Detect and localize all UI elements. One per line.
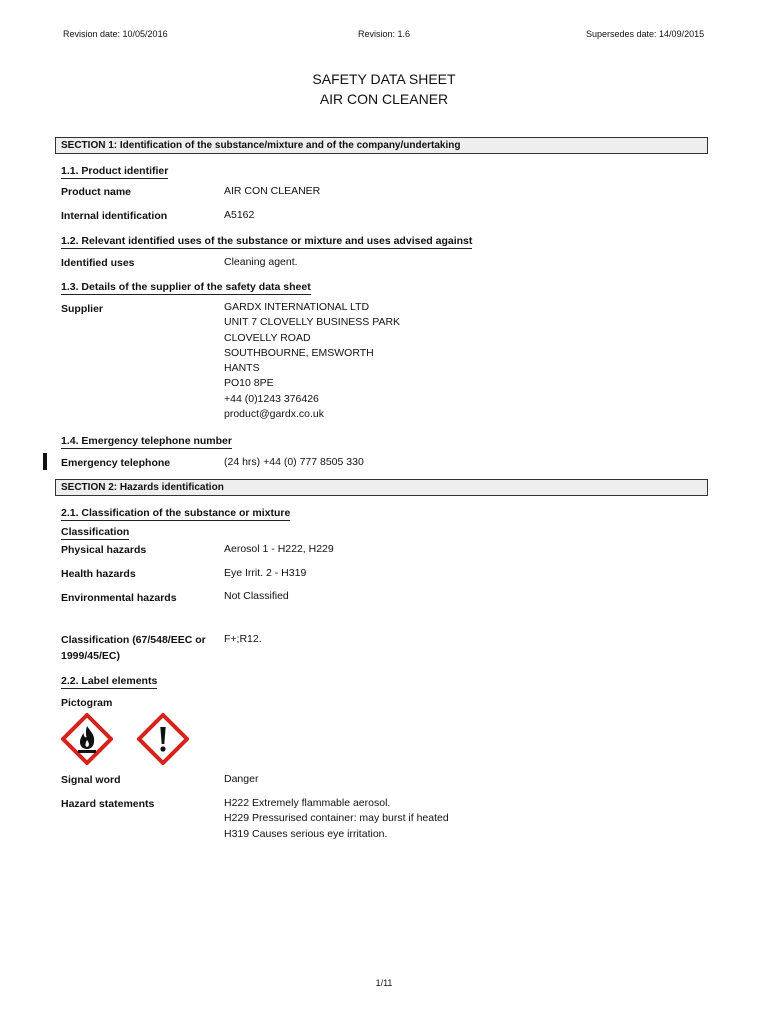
section-1-heading: SECTION 1: Identification of the substance/mixture and of the company/undertaking bbox=[55, 137, 708, 154]
supersedes-date: Supersedes date: 14/09/2015 bbox=[586, 29, 705, 39]
supplier-line: CLOVELLY ROAD bbox=[224, 331, 311, 344]
signal-word-value: Danger bbox=[224, 773, 259, 785]
supplier-line: SOUTHBOURNE, EMSWORTH bbox=[224, 346, 374, 359]
supplier-line: PO10 8PE bbox=[224, 377, 274, 390]
physical-hazards-value: Aerosol 1 - H222, H229 bbox=[224, 543, 334, 555]
environmental-hazards-value: Not Classified bbox=[224, 590, 289, 602]
internal-id-label: Internal identification bbox=[61, 210, 168, 222]
emergency-telephone-label: Emergency telephone bbox=[61, 457, 171, 469]
environmental-hazards-label: Environmental hazards bbox=[61, 592, 177, 604]
supplier-label: Supplier bbox=[61, 303, 104, 315]
subsection-1-1-heading: 1.1. Product identifier bbox=[61, 165, 169, 177]
physical-hazards-label: Physical hazards bbox=[61, 544, 147, 556]
supplier-line: product@gardx.co.uk bbox=[224, 408, 324, 421]
supplier-line: HANTS bbox=[224, 362, 260, 375]
subsection-2-1-heading: 2.1. Classification of the substance or mixture bbox=[61, 507, 291, 519]
exclamation-mark-icon bbox=[137, 713, 189, 765]
product-name-label: Product name bbox=[61, 186, 132, 198]
product-name-value: AIR CON CLEANER bbox=[224, 185, 321, 197]
revision-date: Revision date: 10/05/2016 bbox=[63, 29, 168, 39]
supplier-line: UNIT 7 CLOVELLY BUSINESS PARK bbox=[224, 316, 401, 329]
supplier-address bbox=[224, 300, 400, 422]
health-hazards-value: Eye Irrit. 2 - H319 bbox=[224, 567, 307, 579]
old-classification-label-line1: Classification (67/548/EEC or bbox=[61, 634, 206, 646]
identified-uses-value: Cleaning agent. bbox=[224, 256, 298, 268]
hazard-statement: H229 Pressurised container: may burst if heated bbox=[224, 812, 449, 825]
hazard-statement: H222 Extremely flammable aerosol. bbox=[224, 797, 391, 809]
page-number: 1/11 bbox=[375, 978, 393, 988]
flame-icon bbox=[61, 713, 113, 765]
hazard-statements-list bbox=[224, 796, 449, 842]
health-hazards-label: Health hazards bbox=[61, 568, 136, 580]
supplier-line: GARDX INTERNATIONAL LTD bbox=[224, 301, 370, 313]
emergency-telephone-value: (24 hrs) +44 (0) 777 8505 330 bbox=[224, 456, 364, 468]
subsection-2-2-heading: 2.2. Label elements bbox=[61, 675, 158, 687]
section-2-heading: SECTION 2: Hazards identification bbox=[55, 479, 708, 496]
identified-uses-label: Identified uses bbox=[61, 257, 135, 269]
supplier-line: +44 (0)1243 376426 bbox=[224, 392, 319, 405]
pictogram-label: Pictogram bbox=[61, 697, 113, 709]
revision-number: Revision: 1.6 bbox=[358, 29, 411, 39]
document-title: SAFETY DATA SHEET bbox=[312, 71, 456, 87]
product-title: AIR CON CLEANER bbox=[319, 91, 449, 107]
change-marker-bar bbox=[43, 453, 47, 470]
old-classification-label-line2: 1999/45/EC) bbox=[61, 650, 120, 662]
subsection-1-4-heading: 1.4. Emergency telephone number bbox=[61, 435, 232, 447]
internal-id-value: A5162 bbox=[224, 209, 255, 221]
hazard-statements-label: Hazard statements bbox=[61, 798, 155, 810]
old-classification-value: F+;R12. bbox=[224, 633, 262, 645]
signal-word-label: Signal word bbox=[61, 774, 121, 786]
subsection-1-3-heading: 1.3. Details of the supplier of the safety data sheet bbox=[61, 281, 311, 293]
hazard-statement: H319 Causes serious eye irritation. bbox=[224, 827, 388, 840]
classification-heading: Classification bbox=[61, 526, 130, 538]
subsection-1-2-heading: 1.2. Relevant identified uses of the substance or mixture and uses advised against bbox=[61, 235, 473, 247]
